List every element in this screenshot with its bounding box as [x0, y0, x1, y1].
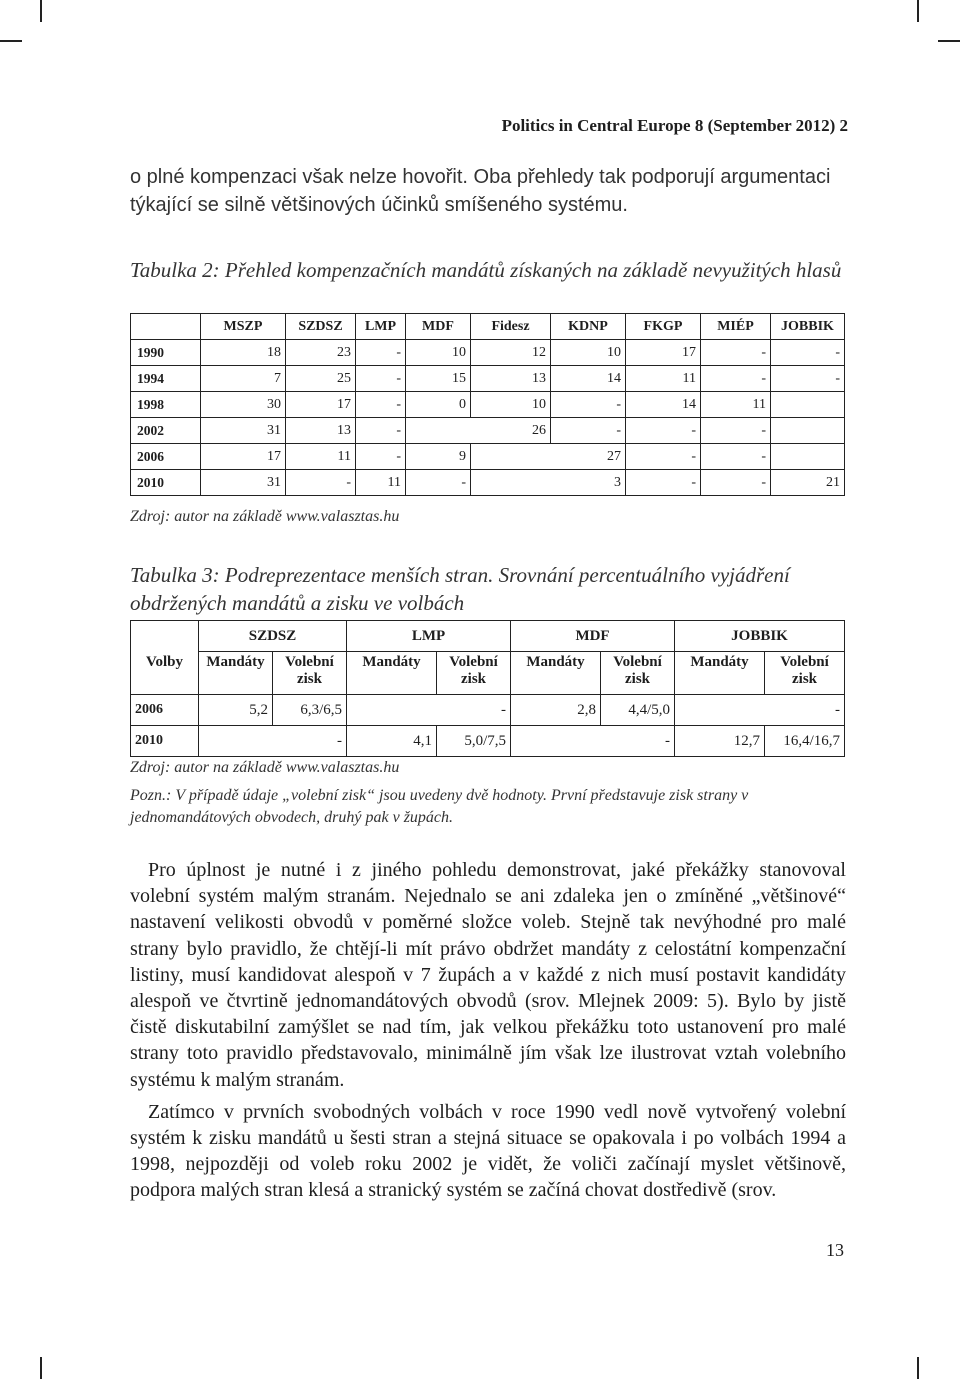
table2-source: Zdroj: autor na základě www.valasztas.hu	[130, 508, 400, 525]
zisk-header-line1: Volební	[780, 654, 829, 670]
table-cell: -	[356, 444, 406, 470]
table-cell	[511, 726, 601, 757]
table-cell: 7	[201, 366, 286, 392]
table2-header-cell: KDNP	[551, 314, 626, 340]
table-cell: 31	[201, 470, 286, 496]
table-row	[131, 418, 845, 444]
table-cell: 10	[551, 340, 626, 366]
year-cell: 1994	[131, 366, 201, 392]
mandaty-header: Mandáty	[347, 652, 437, 695]
table3-note: Pozn.: V případě údaje „volební zisk“ jsou uvedeny dvě hodnoty. První představuje zisk strany v jednomandátových obvodech, druhý pak v župách.	[130, 787, 749, 826]
year-cell: 2002	[131, 418, 201, 444]
zisk-header-line2: zisk	[461, 671, 487, 687]
table-row	[131, 340, 845, 366]
year-cell: 2006	[131, 695, 199, 726]
table-row	[131, 392, 845, 418]
table-cell: 30	[201, 392, 286, 418]
table3-source: Zdroj: autor na základě www.valasztas.hu	[130, 759, 400, 776]
table-cell: -	[551, 392, 626, 418]
table-cell: -	[626, 470, 701, 496]
table-cell: 2,8	[511, 695, 601, 726]
year-cell: 2010	[131, 726, 199, 757]
table-cell: 13	[471, 366, 551, 392]
table-cell: 9	[406, 444, 471, 470]
table-row	[131, 470, 845, 496]
table-cell: -	[437, 695, 511, 726]
crop-mark	[0, 40, 22, 42]
table-cell: 10	[471, 392, 551, 418]
mandaty-header: Mandáty	[199, 652, 273, 695]
paragraph: Pro úplnost je nutné i z jiného pohledu demonstrovat, jaké překážky stanovoval volební systém malým stranám. Nejednalo se ani zdaleka jen o zmíněné „většinové“ nastavení velikosti obvodů v poměrné složce voleb. Stejně tak nevýhodné pro malé strany bylo pravidlo, že chtějí-li mít právo obdržet mandáty z celostátní kompenzační listiny, musí kandidovat alespoň v 7 župách a v každé z nich musí postavit kandidáty alespoň ve čtvrtině jednomandátových obvodů (srov. Mlejnek 2009: 5). Bylo by jistě čistě diskutabilní zamýšlet se nad tím, jak velkou překážku toto ustanovení pro malé strany toto pravidlo představovalo, minimálně jím však lze ilustrovat vztah volebního systému k malým stranám.	[130, 859, 846, 1091]
table-cell	[771, 418, 845, 444]
table2-header-cell	[131, 314, 201, 340]
table-cell: 25	[286, 366, 356, 392]
table-cell: 26	[471, 418, 551, 444]
running-header: Politics in Central Europe 8 (September 2012) 2	[501, 116, 848, 135]
table-cell: 21	[771, 470, 845, 496]
table2-header-cell: SZDSZ	[286, 314, 356, 340]
table-cell: -	[356, 418, 406, 444]
table-cell: -	[356, 340, 406, 366]
party-header: SZDSZ	[199, 621, 347, 652]
table-cell	[771, 444, 845, 470]
table-cell: 12	[471, 340, 551, 366]
zisk-header	[273, 652, 347, 695]
table-cell: 13	[286, 418, 356, 444]
year-cell: 2006	[131, 444, 201, 470]
year-cell: 2010	[131, 470, 201, 496]
table-cell: -	[701, 418, 771, 444]
table-row	[131, 726, 845, 757]
zisk-header-line1: Volební	[449, 654, 498, 670]
table-cell: -	[701, 366, 771, 392]
table-cell: -	[406, 470, 471, 496]
table-cell: 11	[286, 444, 356, 470]
table-cell	[406, 418, 471, 444]
table-cell: -	[356, 392, 406, 418]
table-cell: -	[701, 444, 771, 470]
crop-mark	[938, 40, 960, 42]
table-cell: 4,4/5,0	[601, 695, 675, 726]
table-cell: 6,3/6,5	[273, 695, 347, 726]
zisk-header-line2: zisk	[792, 671, 818, 687]
table-cell: 11	[626, 366, 701, 392]
table-row	[131, 695, 845, 726]
table-cell: -	[626, 444, 701, 470]
zisk-header-line1: Volební	[285, 654, 334, 670]
table-cell	[347, 695, 437, 726]
table-cell: 11	[701, 392, 771, 418]
table-cell: -	[273, 726, 347, 757]
table2-header-cell: MSZP	[201, 314, 286, 340]
table-cell	[675, 695, 765, 726]
zisk-header	[765, 652, 845, 695]
table2-header-cell: Fidesz	[471, 314, 551, 340]
crop-mark	[917, 1357, 919, 1379]
table-cell: -	[601, 726, 675, 757]
table2-header-cell: JOBBIK	[771, 314, 845, 340]
table-cell: -	[701, 340, 771, 366]
table-cell: 14	[626, 392, 701, 418]
table-cell: 12,7	[675, 726, 765, 757]
zisk-header-line1: Volební	[613, 654, 662, 670]
table-cell: 18	[201, 340, 286, 366]
crop-mark	[40, 1357, 42, 1379]
zisk-header	[601, 652, 675, 695]
table-cell: -	[551, 418, 626, 444]
volby-header: Volby	[131, 652, 199, 695]
zisk-header-line2: zisk	[296, 671, 322, 687]
table-cell	[471, 444, 551, 470]
table2-header-cell: FKGP	[626, 314, 701, 340]
year-cell: 1990	[131, 340, 201, 366]
page-number: 13	[826, 1240, 844, 1260]
table2-caption: Tabulka 2: Přehled kompenzačních mandátů získaných na základě nevyužitých hlasů	[130, 258, 842, 282]
table-cell: 0	[406, 392, 471, 418]
table-cell: -	[771, 366, 845, 392]
mandaty-header: Mandáty	[511, 652, 601, 695]
table-cell: -	[765, 695, 845, 726]
table-row	[131, 444, 845, 470]
table-cell: 5,0/7,5	[437, 726, 511, 757]
party-header: JOBBIK	[675, 621, 845, 652]
table-cell	[199, 726, 273, 757]
table3-caption: Tabulka 3: Podreprezentace menších stran. Srovnání percentuálního vyjádření obdržených mandátů a zisku ve volbách	[130, 563, 790, 615]
year-cell: 1998	[131, 392, 201, 418]
table-cell: -	[356, 366, 406, 392]
zisk-header-line2: zisk	[625, 671, 651, 687]
party-header: MDF	[511, 621, 675, 652]
table-cell: 15	[406, 366, 471, 392]
mandaty-header: Mandáty	[675, 652, 765, 695]
table-row	[131, 366, 845, 392]
table-cell: 23	[286, 340, 356, 366]
table-cell: 17	[626, 340, 701, 366]
table3-corner-cell	[131, 621, 199, 652]
table-cell: -	[771, 340, 845, 366]
table-cell: 27	[551, 444, 626, 470]
table-cell: 14	[551, 366, 626, 392]
table-cell: 17	[286, 392, 356, 418]
table-cell: 17	[201, 444, 286, 470]
table3-subheader-row	[131, 652, 845, 695]
table3-party-row	[131, 621, 845, 652]
table-cell	[771, 392, 845, 418]
crop-mark	[40, 0, 42, 22]
table-cell: 31	[201, 418, 286, 444]
table-cell: 4,1	[347, 726, 437, 757]
table-cell: -	[701, 470, 771, 496]
table-cell	[471, 470, 551, 496]
paragraph: Zatímco v prvních svobodných volbách v roce 1990 vedl nově vytvořený volební systém k zisku mandátů u šesti stran a stejná situace se opakovala i po volbách 1994 a 1998, nejpozději od voleb roku 2002 je vidět, že voliči začínají myslet většinově, podpora malých stran klesá a stranický systém se začíná chovat dostředivě (srov.	[130, 1100, 846, 1202]
body-text	[130, 857, 846, 1204]
intro-paragraph: o plné kompenzaci však nelze hovořit. Oba přehledy tak podporují argumentaci týkající se silně většinových účinků smíšeného systému.	[130, 166, 831, 216]
zisk-header	[437, 652, 511, 695]
table-cell: 3	[551, 470, 626, 496]
crop-mark	[917, 0, 919, 22]
table-cell: 10	[406, 340, 471, 366]
table2-header-cell: MIÉP	[701, 314, 771, 340]
table-cell: -	[626, 418, 701, 444]
table2-header-row	[131, 314, 845, 340]
table2-header-cell: LMP	[356, 314, 406, 340]
table-cell: 11	[356, 470, 406, 496]
party-header: LMP	[347, 621, 511, 652]
table-cell: 5,2	[199, 695, 273, 726]
table2	[130, 313, 845, 496]
table-cell: 16,4/16,7	[765, 726, 845, 757]
table2-header-cell: MDF	[406, 314, 471, 340]
table-cell: -	[286, 470, 356, 496]
table3	[130, 620, 845, 757]
